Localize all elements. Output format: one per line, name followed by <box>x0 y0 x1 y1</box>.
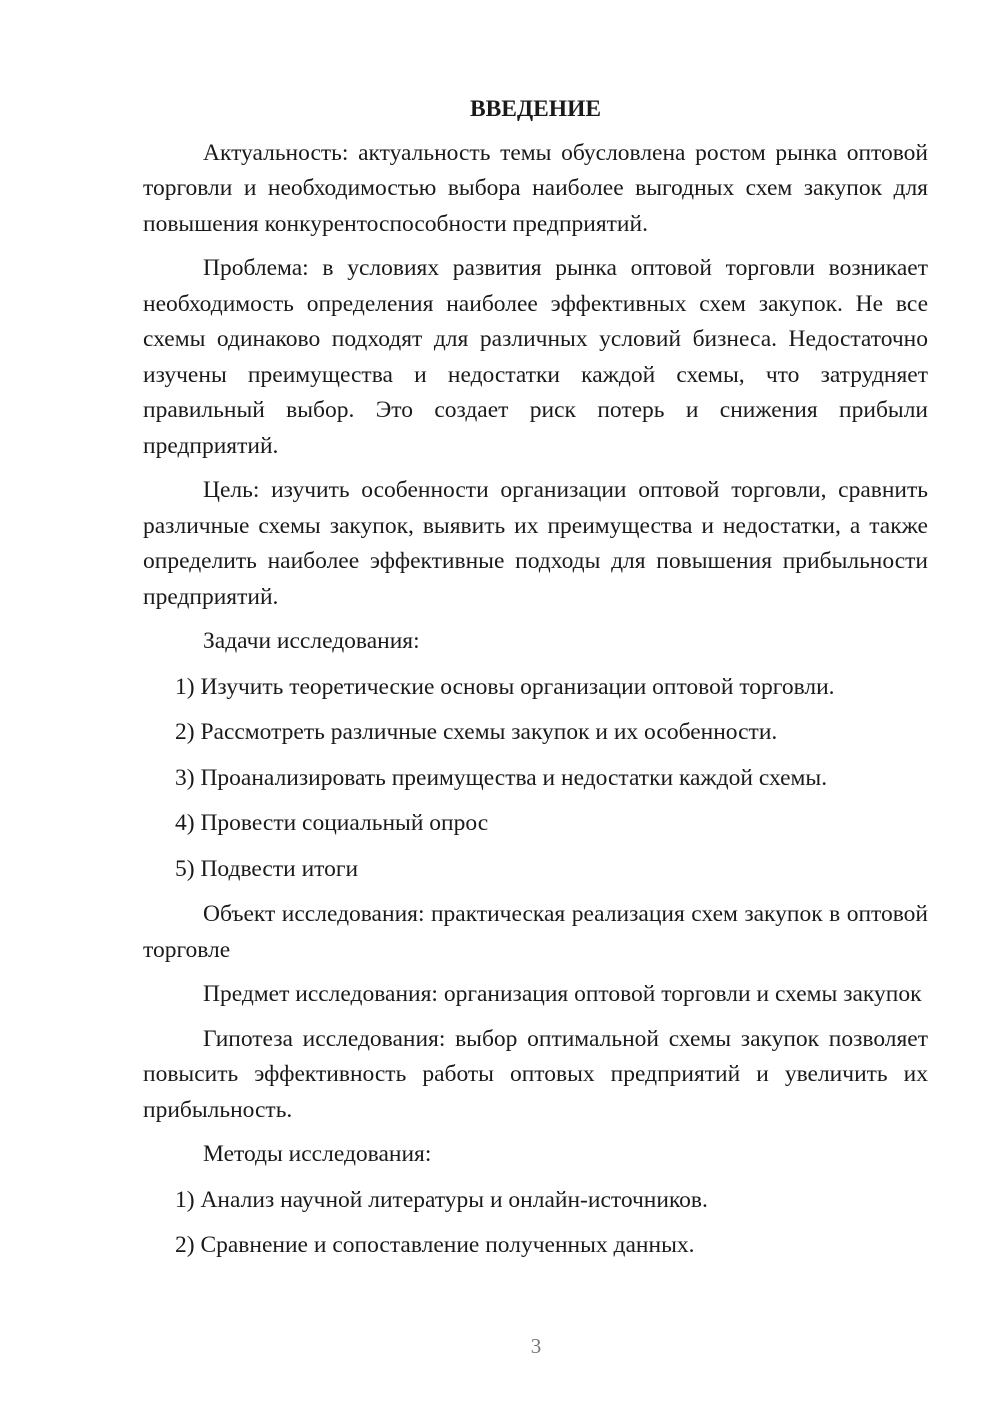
paragraph-hypothesis: Гипотеза исследования: выбор оптимальной схемы закупок позволяет повысить эффективность работы оптовых предприятий и увеличить их прибыльность. <box>143 1025 928 1123</box>
page-content <box>143 92 928 1274</box>
paragraph-goal: Цель: изучить особенности организации оптовой торговли, сравнить различные схемы закупок, выявить их преимущества и недостатки, а также определить наиболее эффективные подходы для повышения прибыльности предприятий. <box>143 477 928 610</box>
methods-label: Методы исследования: <box>203 1141 432 1167</box>
task-item: 2) Рассмотреть различные схемы закупок и их особенности. <box>175 719 778 745</box>
method-item: 2) Сравнение и сопоставление полученных данных. <box>175 1232 695 1258</box>
paragraph-problem: Проблема: в условиях развития рынка оптовой торговли возникает необходимость определения наиболее эффективных схем закупок. Не все схемы одинаково подходят для различных условий бизнеса. Недостаточно изучены преимущества и недостатки каждой схемы, что затрудняет правильный выбор. Это создает риск потерь и снижения прибыли предприятий. <box>143 255 928 459</box>
task-item: 4) Провести социальный опрос <box>175 810 489 836</box>
paragraph-object: Объект исследования: практическая реализация схем закупок в оптовой торговле <box>143 901 928 963</box>
paragraph-subject: Предмет исследования: организация оптовой торговли и схемы закупок <box>203 981 922 1007</box>
paragraph-relevance: Актуальность: актуальность темы обусловлена ростом рынка оптовой торговли и необходимостью выбора наиболее выгодных схем закупок для повышения конкурентоспособности предприятий. <box>143 139 928 237</box>
task-item: 3) Проанализировать преимущества и недостатки каждой схемы. <box>175 764 828 791</box>
method-item: 1) Анализ научной литературы и онлайн-источников. <box>175 1186 708 1213</box>
task-item: 1) Изучить теоретические основы организации оптовой торговли. <box>175 673 835 700</box>
tasks-label: Задачи исследования: <box>203 628 420 654</box>
task-item: 5) Подвести итоги <box>175 855 359 882</box>
page-number: 3 <box>530 1334 542 1358</box>
section-heading: ВВЕДЕНИЕ <box>469 96 602 122</box>
